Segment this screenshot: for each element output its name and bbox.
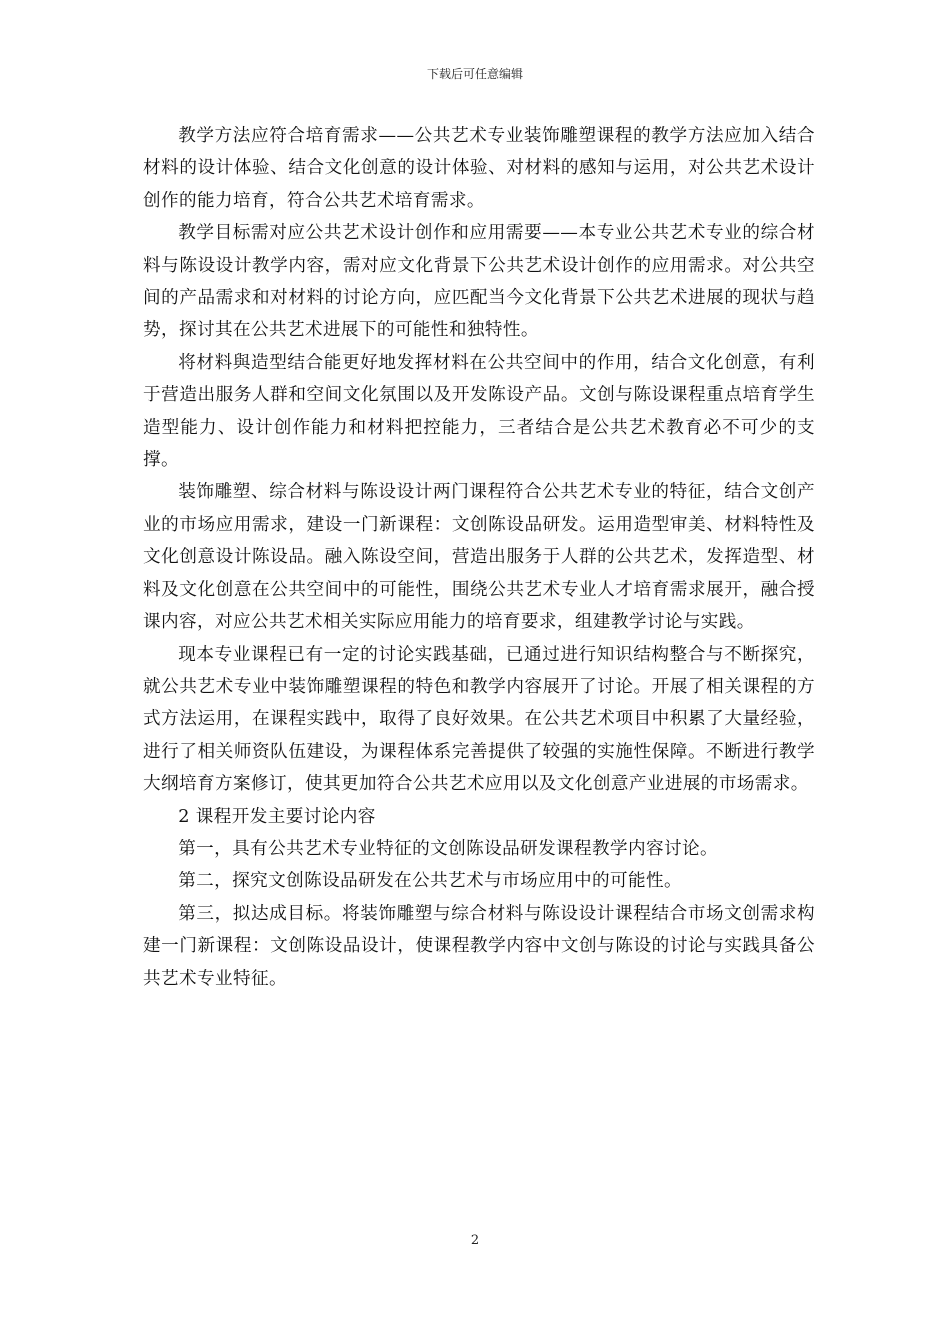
paragraph-teaching-methods: 教学方法应符合培育需求——公共艺术专业装饰雕塑课程的教学方法应加入结合材料的设计体验、结合文化创意的设计体验、对材料的感知与运用，对公共艺术设计创作的能力培育，符合公共艺术培育需求。 <box>143 126 815 211</box>
document-body <box>143 120 815 995</box>
paragraph-new-course: 装饰雕塑、综合材料与陈设设计两门课程符合公共艺术专业的特征，结合文创产业的市场应用需求，建设一门新课程：文创陈设品研发。运用造型审美、材料特性及文化创意设计陈设品。融入陈设空间，营造出服务于人群的公共艺术，发挥造型、材料及文化创意在公共空间中的可能性，围绕公共艺术专业人才培育需求展开，融合授课内容，对应公共艺术相关实际应用能力的培育要求，组建教学讨论与实践。 <box>143 482 815 633</box>
paragraph-item-first: 第一，具有公共艺术专业特征的文创陈设品研发课程教学内容讨论。 <box>178 838 719 859</box>
paragraph-existing-foundation: 现本专业课程已有一定的讨论实践基础，已通过进行知识结构整合与不断探究，就公共艺术专业中装饰雕塑课程的特色和教学内容展开了讨论。开展了相关课程的方式方法运用，在课程实践中，取得了良好效果。在公共艺术项目中积累了大量经验，进行了相关师资队伍建设，为课程体系完善提供了较强的实施性保障。不断进行教学大纲培育方案修订，使其更加符合公共艺术应用以及文化创意产业进展的市场需求。 <box>143 644 815 795</box>
paragraph-teaching-goals: 教学目标需对应公共艺术设计创作和应用需要——本专业公共艺术专业的综合材料与陈设设计教学内容，需对应文化背景下公共艺术设计创作的应用需求。对公共空间的产品需求和对材料的讨论方向，应匹配当今文化背景下公共艺术进展的现状与趋势，探讨其在公共艺术进展下的可能性和独特性。 <box>143 223 815 341</box>
page-header: 下载后可任意编辑 <box>426 67 523 81</box>
page-number: 2 <box>470 1233 480 1248</box>
paragraph-materials-and-form: 将材料與造型结合能更好地发挥材料在公共空间中的作用，结合文化创意，有利于营造出服务人群和空间文化氛围以及开发陈设产品。文创与陈设课程重点培育学生造型能力、设计创作能力和材料把控能力，三者结合是公共艺术教育必不可少的支撑。 <box>143 352 815 471</box>
section-heading: 2 课程开发主要讨论内容 <box>178 806 376 827</box>
paragraph-item-third: 第三，拟达成目标。将装饰雕塑与综合材料与陈设设计课程结合市场文创需求构建一门新课程：文创陈设品设计，使课程教学内容中文创与陈设的讨论与实践具备公共艺术专业特征。 <box>143 903 815 989</box>
paragraph-item-second: 第二，探究文创陈设品研发在公共艺术与市场应用中的可能性。 <box>178 871 683 892</box>
